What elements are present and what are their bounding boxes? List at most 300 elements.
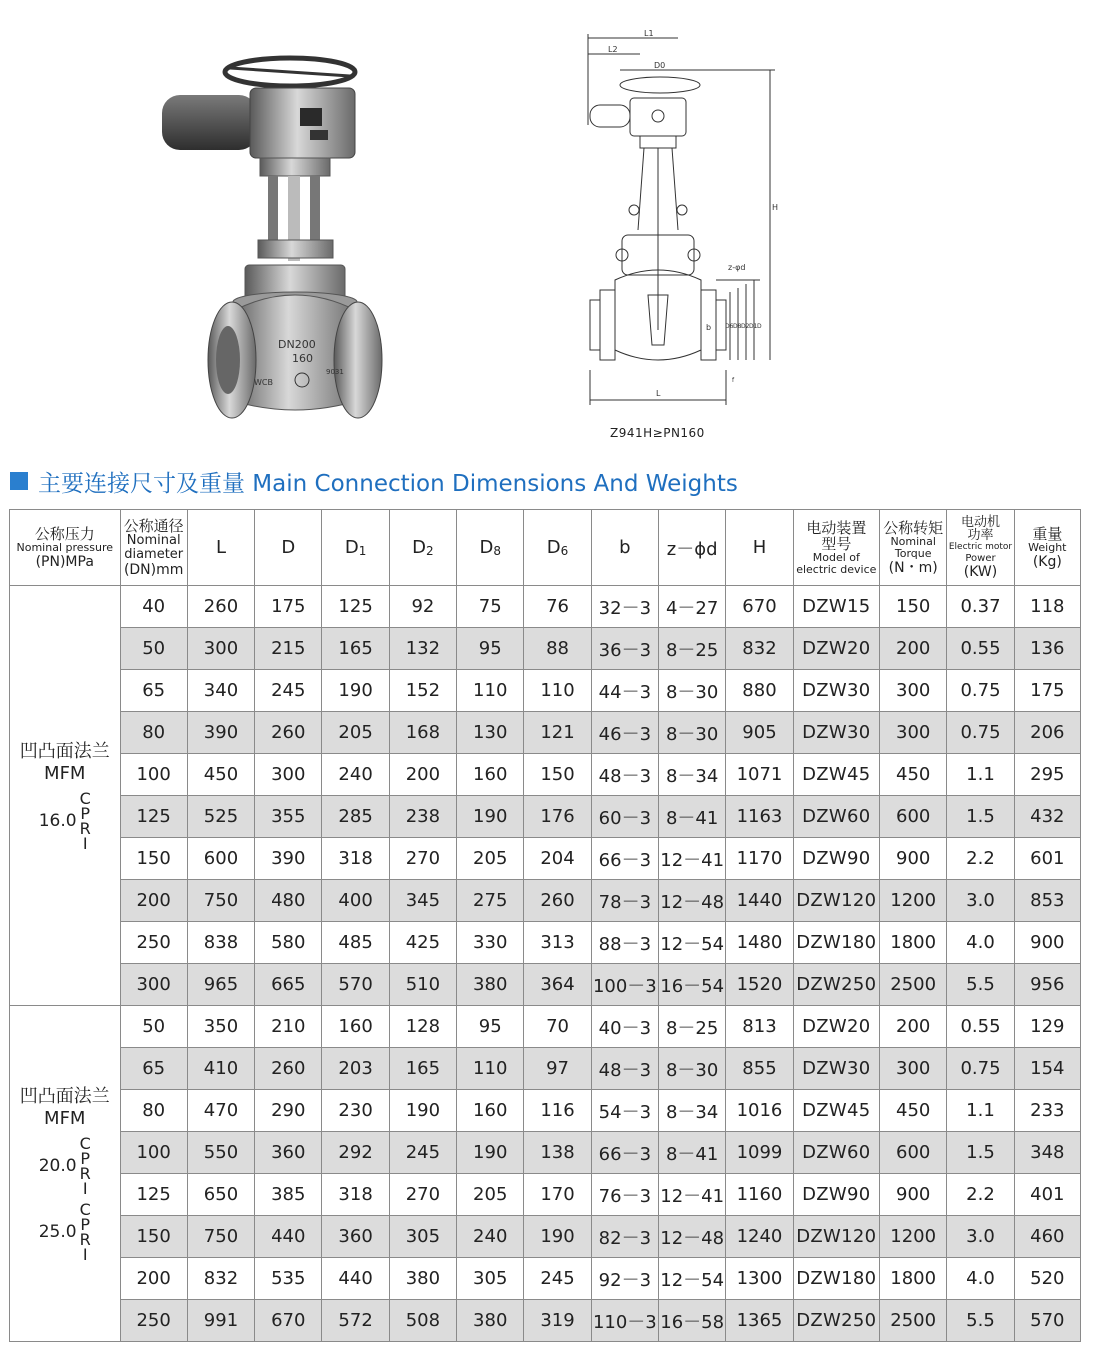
cell-d1: 485 bbox=[322, 922, 389, 964]
cell-d8: 305 bbox=[457, 1258, 524, 1300]
header-d2: D2 bbox=[389, 510, 456, 586]
cell-l: 600 bbox=[187, 838, 254, 880]
cell-d6: 110 bbox=[524, 670, 591, 712]
cell-torque: 2500 bbox=[880, 964, 947, 1006]
cell-torque: 1800 bbox=[880, 1258, 947, 1300]
header-d8: D8 bbox=[457, 510, 524, 586]
cell-d8: 130 bbox=[457, 712, 524, 754]
drawing-label-l: L bbox=[656, 389, 661, 398]
cell-h: 1365 bbox=[726, 1300, 793, 1342]
cell-power: 0.55 bbox=[947, 628, 1014, 670]
cell-z-phi-d: 12－41 bbox=[659, 838, 726, 880]
header-torque: 公称转矩 Nominal Torque (N・m) bbox=[880, 510, 947, 586]
cell-d: 480 bbox=[255, 880, 322, 922]
table-row bbox=[10, 1048, 1081, 1090]
header-d6: D6 bbox=[524, 510, 591, 586]
table-row bbox=[10, 922, 1081, 964]
cell-weight: 154 bbox=[1014, 1048, 1080, 1090]
cell-l: 300 bbox=[187, 628, 254, 670]
pressure-value: 20.0 bbox=[38, 1155, 77, 1176]
cell-z-phi-d: 12－54 bbox=[659, 922, 726, 964]
cell-device-model: DZW250 bbox=[793, 964, 879, 1006]
cell-device-model: DZW45 bbox=[793, 754, 879, 796]
cell-z-phi-d: 8－25 bbox=[659, 628, 726, 670]
cell-power: 4.0 bbox=[947, 922, 1014, 964]
cell-d2: 510 bbox=[389, 964, 456, 1006]
cell-h: 905 bbox=[726, 712, 793, 754]
cell-d1: 285 bbox=[322, 796, 389, 838]
table-row bbox=[10, 1006, 1081, 1048]
cell-d6: 97 bbox=[524, 1048, 591, 1090]
cell-torque: 300 bbox=[880, 1048, 947, 1090]
cell-d6: 150 bbox=[524, 754, 591, 796]
cell-b: 36－3 bbox=[591, 628, 658, 670]
pressure-value: 25.0 bbox=[38, 1221, 77, 1242]
pressure-group-cell bbox=[10, 1006, 121, 1342]
pressure-class-letter: C bbox=[79, 788, 91, 808]
cell-dn: 100 bbox=[120, 1132, 187, 1174]
cell-d2: 245 bbox=[389, 1132, 456, 1174]
pressure-class-letter: C bbox=[79, 1133, 91, 1153]
cell-h: 1480 bbox=[726, 922, 793, 964]
cell-b: 110－3 bbox=[591, 1300, 658, 1342]
pressure-class-letter: I bbox=[82, 1244, 88, 1264]
cell-device-model: DZW90 bbox=[793, 1174, 879, 1216]
cell-l: 991 bbox=[187, 1300, 254, 1342]
cell-dn: 50 bbox=[120, 1006, 187, 1048]
cell-torque: 900 bbox=[880, 838, 947, 880]
cell-z-phi-d: 12－48 bbox=[659, 1216, 726, 1258]
cell-weight: 460 bbox=[1014, 1216, 1080, 1258]
table-row bbox=[10, 712, 1081, 754]
cell-device-model: DZW20 bbox=[793, 1006, 879, 1048]
drawing-label-zphid: z-φd bbox=[728, 263, 746, 272]
cell-l: 350 bbox=[187, 1006, 254, 1048]
valve-drawing bbox=[560, 30, 800, 420]
pressure-class-letter: P bbox=[80, 1148, 90, 1168]
cell-d6: 88 bbox=[524, 628, 591, 670]
cell-l: 340 bbox=[187, 670, 254, 712]
cell-torque: 450 bbox=[880, 1090, 947, 1132]
drawing-label-l1: L1 bbox=[644, 30, 654, 38]
cell-d8: 380 bbox=[457, 1300, 524, 1342]
drawing-label-h: H bbox=[772, 203, 779, 212]
cell-device-model: DZW180 bbox=[793, 1258, 879, 1300]
cell-d: 175 bbox=[255, 586, 322, 628]
cell-device-model: DZW60 bbox=[793, 1132, 879, 1174]
pressure-class-letter: P bbox=[80, 803, 90, 823]
section-header bbox=[10, 464, 738, 498]
cell-d8: 110 bbox=[457, 1048, 524, 1090]
header-b: b bbox=[591, 510, 658, 586]
cell-d8: 190 bbox=[457, 1132, 524, 1174]
table-row bbox=[10, 628, 1081, 670]
cell-b: 60－3 bbox=[591, 796, 658, 838]
pressure-class-letter: I bbox=[82, 833, 88, 853]
cell-d1: 400 bbox=[322, 880, 389, 922]
drawing-label-d6: D6 bbox=[725, 323, 734, 330]
cell-torque: 1200 bbox=[880, 1216, 947, 1258]
cell-dn: 100 bbox=[120, 754, 187, 796]
drawing-label-f: f bbox=[732, 377, 735, 384]
cell-b: 46－3 bbox=[591, 712, 658, 754]
cell-d6: 76 bbox=[524, 586, 591, 628]
cell-dn: 50 bbox=[120, 628, 187, 670]
cell-power: 1.1 bbox=[947, 754, 1014, 796]
section-title: 主要连接尺寸及重量 Main Connection Dimensions And Weights bbox=[38, 470, 738, 497]
cell-dn: 250 bbox=[120, 1300, 187, 1342]
cell-l: 965 bbox=[187, 964, 254, 1006]
cell-d8: 275 bbox=[457, 880, 524, 922]
cell-device-model: DZW30 bbox=[793, 670, 879, 712]
pressure-rating bbox=[38, 1133, 91, 1198]
cell-d: 440 bbox=[255, 1216, 322, 1258]
cell-d2: 238 bbox=[389, 796, 456, 838]
header-d1: D1 bbox=[322, 510, 389, 586]
cell-z-phi-d: 8－41 bbox=[659, 796, 726, 838]
cell-h: 1163 bbox=[726, 796, 793, 838]
header-device-model: 电动装置 型号 Model of electric device bbox=[793, 510, 879, 586]
cell-dn: 125 bbox=[120, 796, 187, 838]
cell-h: 855 bbox=[726, 1048, 793, 1090]
cell-weight: 175 bbox=[1014, 670, 1080, 712]
flange-type-code: MFM bbox=[44, 1107, 86, 1129]
table-row bbox=[10, 880, 1081, 922]
cell-d8: 330 bbox=[457, 922, 524, 964]
cell-h: 1170 bbox=[726, 838, 793, 880]
cell-d: 260 bbox=[255, 1048, 322, 1090]
table-row bbox=[10, 796, 1081, 838]
cell-d2: 128 bbox=[389, 1006, 456, 1048]
cell-d8: 160 bbox=[457, 754, 524, 796]
cell-d1: 318 bbox=[322, 1174, 389, 1216]
cell-device-model: DZW250 bbox=[793, 1300, 879, 1342]
cell-device-model: DZW45 bbox=[793, 1090, 879, 1132]
cell-d6: 170 bbox=[524, 1174, 591, 1216]
pressure-class-letter: P bbox=[80, 1214, 90, 1234]
cell-l: 410 bbox=[187, 1048, 254, 1090]
cell-d6: 319 bbox=[524, 1300, 591, 1342]
cell-dn: 300 bbox=[120, 964, 187, 1006]
cell-device-model: DZW90 bbox=[793, 838, 879, 880]
cell-d2: 190 bbox=[389, 1090, 456, 1132]
cell-weight: 206 bbox=[1014, 712, 1080, 754]
cell-power: 5.5 bbox=[947, 1300, 1014, 1342]
table-row bbox=[10, 964, 1081, 1006]
cell-b: 40－3 bbox=[591, 1006, 658, 1048]
cell-z-phi-d: 8－30 bbox=[659, 670, 726, 712]
table-row bbox=[10, 1258, 1081, 1300]
cell-dn: 40 bbox=[120, 586, 187, 628]
cell-l: 832 bbox=[187, 1258, 254, 1300]
cell-d: 385 bbox=[255, 1174, 322, 1216]
cell-dn: 200 bbox=[120, 880, 187, 922]
drawing-caption: Z941H≥PN160 bbox=[610, 426, 705, 440]
cell-weight: 956 bbox=[1014, 964, 1080, 1006]
cell-power: 0.75 bbox=[947, 670, 1014, 712]
cell-power: 4.0 bbox=[947, 1258, 1014, 1300]
drawing-label-d2: D2 bbox=[741, 323, 750, 330]
cell-d8: 205 bbox=[457, 838, 524, 880]
photo-marking-code: 9031 bbox=[326, 368, 344, 376]
pressure-group-cell bbox=[10, 586, 121, 1006]
cell-weight: 129 bbox=[1014, 1006, 1080, 1048]
cell-d8: 95 bbox=[457, 1006, 524, 1048]
cell-device-model: DZW120 bbox=[793, 880, 879, 922]
cell-b: 92－3 bbox=[591, 1258, 658, 1300]
cell-dn: 80 bbox=[120, 1090, 187, 1132]
cell-d8: 160 bbox=[457, 1090, 524, 1132]
cell-d6: 176 bbox=[524, 796, 591, 838]
cell-torque: 1200 bbox=[880, 880, 947, 922]
cell-d8: 205 bbox=[457, 1174, 524, 1216]
cell-weight: 432 bbox=[1014, 796, 1080, 838]
cell-d1: 572 bbox=[322, 1300, 389, 1342]
cell-h: 1016 bbox=[726, 1090, 793, 1132]
pressure-value: 16.0 bbox=[38, 810, 77, 831]
cell-dn: 250 bbox=[120, 922, 187, 964]
cell-d: 210 bbox=[255, 1006, 322, 1048]
cell-z-phi-d: 16－54 bbox=[659, 964, 726, 1006]
cell-l: 260 bbox=[187, 586, 254, 628]
cell-torque: 300 bbox=[880, 670, 947, 712]
pressure-class-letter: R bbox=[79, 1229, 91, 1249]
cell-l: 390 bbox=[187, 712, 254, 754]
cell-d: 390 bbox=[255, 838, 322, 880]
cell-weight: 601 bbox=[1014, 838, 1080, 880]
cell-b: 48－3 bbox=[591, 1048, 658, 1090]
cell-d: 260 bbox=[255, 712, 322, 754]
cell-h: 1071 bbox=[726, 754, 793, 796]
header-weight: 重量 Weight (Kg) bbox=[1014, 510, 1080, 586]
cell-d1: 240 bbox=[322, 754, 389, 796]
table-row bbox=[10, 754, 1081, 796]
cell-d6: 190 bbox=[524, 1216, 591, 1258]
cell-d: 360 bbox=[255, 1132, 322, 1174]
table-row bbox=[10, 1216, 1081, 1258]
cell-d1: 318 bbox=[322, 838, 389, 880]
cell-dn: 200 bbox=[120, 1258, 187, 1300]
cell-d1: 125 bbox=[322, 586, 389, 628]
cell-d: 290 bbox=[255, 1090, 322, 1132]
cell-d8: 380 bbox=[457, 964, 524, 1006]
cell-d2: 132 bbox=[389, 628, 456, 670]
cell-d1: 360 bbox=[322, 1216, 389, 1258]
cell-l: 450 bbox=[187, 754, 254, 796]
cell-d: 245 bbox=[255, 670, 322, 712]
cell-power: 0.37 bbox=[947, 586, 1014, 628]
cell-power: 0.75 bbox=[947, 1048, 1014, 1090]
cell-d1: 570 bbox=[322, 964, 389, 1006]
cell-device-model: DZW60 bbox=[793, 796, 879, 838]
cell-d1: 292 bbox=[322, 1132, 389, 1174]
drawing-label-b: b bbox=[706, 323, 712, 332]
cell-dn: 65 bbox=[120, 670, 187, 712]
cell-d6: 245 bbox=[524, 1258, 591, 1300]
cell-z-phi-d: 8－34 bbox=[659, 1090, 726, 1132]
cell-z-phi-d: 8－25 bbox=[659, 1006, 726, 1048]
cell-d: 670 bbox=[255, 1300, 322, 1342]
cell-z-phi-d: 8－34 bbox=[659, 754, 726, 796]
cell-dn: 125 bbox=[120, 1174, 187, 1216]
cell-z-phi-d: 16－58 bbox=[659, 1300, 726, 1342]
cell-d6: 204 bbox=[524, 838, 591, 880]
cell-dn: 150 bbox=[120, 1216, 187, 1258]
cell-torque: 150 bbox=[880, 586, 947, 628]
cell-power: 1.5 bbox=[947, 796, 1014, 838]
cell-d8: 240 bbox=[457, 1216, 524, 1258]
cell-b: 100－3 bbox=[591, 964, 658, 1006]
cell-z-phi-d: 12－54 bbox=[659, 1258, 726, 1300]
cell-weight: 520 bbox=[1014, 1258, 1080, 1300]
drawing-label-d8: D8 bbox=[733, 323, 742, 330]
cell-device-model: DZW15 bbox=[793, 586, 879, 628]
cell-d1: 160 bbox=[322, 1006, 389, 1048]
table-row bbox=[10, 670, 1081, 712]
cell-d8: 110 bbox=[457, 670, 524, 712]
cell-b: 32－3 bbox=[591, 586, 658, 628]
pressure-class-letter: R bbox=[79, 1163, 91, 1183]
cell-power: 1.1 bbox=[947, 1090, 1014, 1132]
cell-power: 0.75 bbox=[947, 712, 1014, 754]
cell-h: 1160 bbox=[726, 1174, 793, 1216]
cell-d6: 260 bbox=[524, 880, 591, 922]
cell-d1: 230 bbox=[322, 1090, 389, 1132]
cell-z-phi-d: 8－30 bbox=[659, 712, 726, 754]
cell-d: 535 bbox=[255, 1258, 322, 1300]
cell-h: 1520 bbox=[726, 964, 793, 1006]
cell-d2: 270 bbox=[389, 1174, 456, 1216]
cell-weight: 295 bbox=[1014, 754, 1080, 796]
cell-h: 1440 bbox=[726, 880, 793, 922]
cell-d2: 270 bbox=[389, 838, 456, 880]
cell-torque: 200 bbox=[880, 1006, 947, 1048]
drawing-label-d1: D1 bbox=[749, 323, 758, 330]
cell-torque: 2500 bbox=[880, 1300, 947, 1342]
cell-l: 838 bbox=[187, 922, 254, 964]
cell-dn: 80 bbox=[120, 712, 187, 754]
cell-power: 1.5 bbox=[947, 1132, 1014, 1174]
cell-dn: 65 bbox=[120, 1048, 187, 1090]
cell-z-phi-d: 8－41 bbox=[659, 1132, 726, 1174]
cell-device-model: DZW180 bbox=[793, 922, 879, 964]
cell-h: 1300 bbox=[726, 1258, 793, 1300]
cell-l: 750 bbox=[187, 880, 254, 922]
cell-weight: 348 bbox=[1014, 1132, 1080, 1174]
cell-torque: 600 bbox=[880, 1132, 947, 1174]
cell-d6: 121 bbox=[524, 712, 591, 754]
dimensions-table bbox=[9, 509, 1081, 1342]
cell-l: 750 bbox=[187, 1216, 254, 1258]
cell-l: 470 bbox=[187, 1090, 254, 1132]
cell-b: 48－3 bbox=[591, 754, 658, 796]
cell-d2: 200 bbox=[389, 754, 456, 796]
cell-l: 525 bbox=[187, 796, 254, 838]
cell-d1: 205 bbox=[322, 712, 389, 754]
flange-type-label: 凹凸面法兰 bbox=[19, 1085, 110, 1107]
cell-h: 1099 bbox=[726, 1132, 793, 1174]
cell-d6: 116 bbox=[524, 1090, 591, 1132]
cell-h: 813 bbox=[726, 1006, 793, 1048]
cell-device-model: DZW30 bbox=[793, 712, 879, 754]
cell-d6: 138 bbox=[524, 1132, 591, 1174]
table-row bbox=[10, 586, 1081, 628]
header-z-phi-d: z－ϕd bbox=[659, 510, 726, 586]
cell-power: 2.2 bbox=[947, 838, 1014, 880]
table-row bbox=[10, 1132, 1081, 1174]
cell-l: 550 bbox=[187, 1132, 254, 1174]
cell-torque: 300 bbox=[880, 712, 947, 754]
cell-d2: 165 bbox=[389, 1048, 456, 1090]
table-row bbox=[10, 838, 1081, 880]
cell-b: 66－3 bbox=[591, 1132, 658, 1174]
cell-d2: 168 bbox=[389, 712, 456, 754]
header-d: D bbox=[255, 510, 322, 586]
cell-d1: 440 bbox=[322, 1258, 389, 1300]
cell-b: 54－3 bbox=[591, 1090, 658, 1132]
cell-d2: 92 bbox=[389, 586, 456, 628]
cell-dn: 150 bbox=[120, 838, 187, 880]
cell-z-phi-d: 8－30 bbox=[659, 1048, 726, 1090]
cell-d: 355 bbox=[255, 796, 322, 838]
cell-d: 665 bbox=[255, 964, 322, 1006]
cell-b: 82－3 bbox=[591, 1216, 658, 1258]
pressure-class-letter: C bbox=[79, 1199, 91, 1219]
flange-type-code: MFM bbox=[44, 762, 86, 784]
cell-power: 5.5 bbox=[947, 964, 1014, 1006]
cell-d1: 203 bbox=[322, 1048, 389, 1090]
cell-h: 670 bbox=[726, 586, 793, 628]
cell-d6: 313 bbox=[524, 922, 591, 964]
pressure-class-letter: I bbox=[82, 1178, 88, 1198]
cell-weight: 853 bbox=[1014, 880, 1080, 922]
cell-device-model: DZW20 bbox=[793, 628, 879, 670]
cell-d: 215 bbox=[255, 628, 322, 670]
valve-photo bbox=[150, 40, 400, 440]
drawing-label-d: D bbox=[757, 323, 762, 330]
cell-d2: 305 bbox=[389, 1216, 456, 1258]
cell-b: 76－3 bbox=[591, 1174, 658, 1216]
cell-b: 44－3 bbox=[591, 670, 658, 712]
table-header-row bbox=[10, 510, 1081, 586]
cell-weight: 233 bbox=[1014, 1090, 1080, 1132]
cell-l: 650 bbox=[187, 1174, 254, 1216]
cell-weight: 118 bbox=[1014, 586, 1080, 628]
cell-d2: 152 bbox=[389, 670, 456, 712]
cell-d1: 165 bbox=[322, 628, 389, 670]
cell-d1: 190 bbox=[322, 670, 389, 712]
photo-marking-material: WCB bbox=[254, 378, 273, 387]
drawing-label-l2: L2 bbox=[608, 45, 618, 54]
cell-d2: 380 bbox=[389, 1258, 456, 1300]
cell-d: 580 bbox=[255, 922, 322, 964]
cell-d8: 95 bbox=[457, 628, 524, 670]
cell-h: 880 bbox=[726, 670, 793, 712]
cell-d2: 345 bbox=[389, 880, 456, 922]
header-power: 电动机 功率 Electric motor Power (KW) bbox=[947, 510, 1014, 586]
cell-weight: 570 bbox=[1014, 1300, 1080, 1342]
cell-z-phi-d: 12－48 bbox=[659, 880, 726, 922]
cell-weight: 401 bbox=[1014, 1174, 1080, 1216]
header-h: H bbox=[726, 510, 793, 586]
cell-z-phi-d: 12－41 bbox=[659, 1174, 726, 1216]
pressure-rating bbox=[38, 1199, 91, 1264]
photo-marking-pn: 160 bbox=[292, 352, 313, 365]
cell-power: 3.0 bbox=[947, 880, 1014, 922]
flange-type-label: 凹凸面法兰 bbox=[19, 740, 110, 762]
cell-z-phi-d: 4－27 bbox=[659, 586, 726, 628]
table-row bbox=[10, 1174, 1081, 1216]
